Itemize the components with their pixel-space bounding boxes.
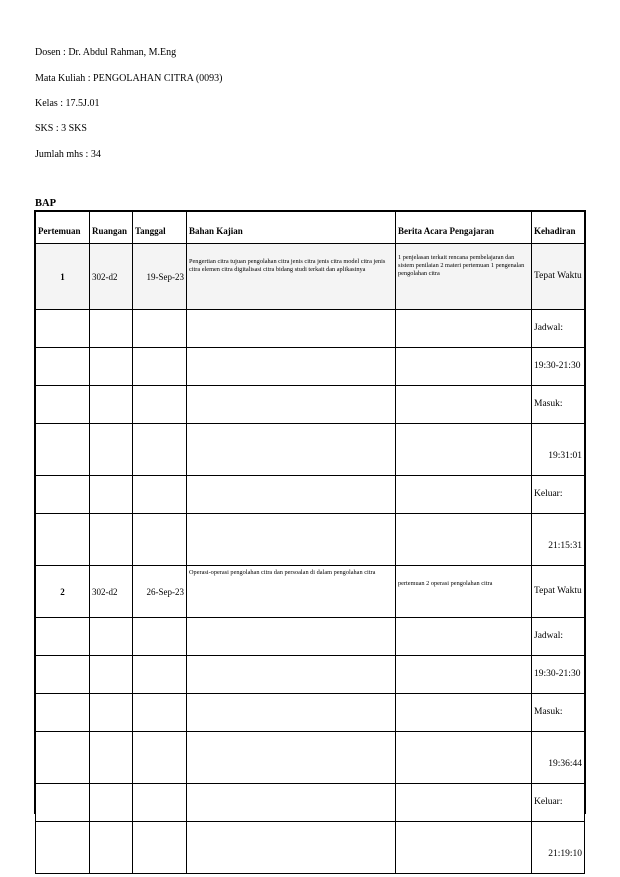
col-pertemuan: Pertemuan xyxy=(36,212,90,244)
check-in-time: 19:31:01 xyxy=(532,424,585,476)
course-info: Mata Kuliah : PENGOLAHAN CITRA (0093) xyxy=(35,73,223,84)
col-kehadiran: Kehadiran xyxy=(532,212,585,244)
col-bahan-kajian: Bahan Kajian xyxy=(187,212,396,244)
credits-info: SKS : 3 SKS xyxy=(35,123,87,134)
table-row xyxy=(36,244,585,310)
table-row xyxy=(36,822,585,874)
table-row xyxy=(36,514,585,566)
meeting-number: 2 xyxy=(36,566,90,618)
check-out-time: 21:19:10 xyxy=(532,822,585,874)
room: 302-d2 xyxy=(90,244,133,310)
study-material: Operasi-operasi pengolahan citra dan persoalan di dalam pengolahan citra xyxy=(187,566,396,618)
schedule-label: Jadwal: xyxy=(532,310,585,348)
table-row xyxy=(36,424,585,476)
table-row xyxy=(36,618,585,656)
table-row xyxy=(36,310,585,348)
col-ruangan: Ruangan xyxy=(90,212,133,244)
table-row xyxy=(36,566,585,618)
attendance-status: Tepat Waktu xyxy=(532,244,585,310)
schedule-time: 19:30-21:30 xyxy=(532,348,585,386)
attendance-status: Tepat Waktu xyxy=(532,566,585,618)
col-tanggal: Tanggal xyxy=(133,212,187,244)
room: 302-d2 xyxy=(90,566,133,618)
table-header-row xyxy=(36,212,585,244)
check-in-label: Masuk: xyxy=(532,386,585,424)
student-count-info: Jumlah mhs : 34 xyxy=(35,149,101,160)
schedule-time: 19:30-21:30 xyxy=(532,656,585,694)
date: 19-Sep-23 xyxy=(133,244,187,310)
table-row xyxy=(36,386,585,424)
teaching-report: 1 penjelasan terkait rencana pembelajaran dan sistem penilaian 2 materi pertemuan 1 pengenalan pengolahan citra xyxy=(396,244,532,310)
date: 26-Sep-23 xyxy=(133,566,187,618)
table-row xyxy=(36,656,585,694)
meeting-number: 1 xyxy=(36,244,90,310)
teaching-report: pertemuan 2 operasi pengolahan citra xyxy=(396,566,532,618)
table-row xyxy=(36,732,585,784)
lecturer-info: Dosen : Dr. Abdul Rahman, M.Eng xyxy=(35,47,177,58)
check-in-time: 19:36:44 xyxy=(532,732,585,784)
check-out-time: 21:15:31 xyxy=(532,514,585,566)
check-out-label: Keluar: xyxy=(532,476,585,514)
check-out-label: Keluar: xyxy=(532,784,585,822)
class-info: Kelas : 17.5J.01 xyxy=(35,98,100,109)
table-row xyxy=(36,476,585,514)
bap-table xyxy=(35,211,585,874)
table-row xyxy=(36,694,585,732)
study-material: Pengertian citra tujuan pengolahan citra jenis citra jenis citra model citra jenis citra elemen citra digitalisasi citra bidang studi terkait dan aplikasinya xyxy=(187,244,396,310)
col-berita-acara: Berita Acara Pengajaran xyxy=(396,212,532,244)
table-row xyxy=(36,348,585,386)
table-row xyxy=(36,784,585,822)
schedule-label: Jadwal: xyxy=(532,618,585,656)
check-in-label: Masuk: xyxy=(532,694,585,732)
bap-title: BAP xyxy=(35,198,56,209)
